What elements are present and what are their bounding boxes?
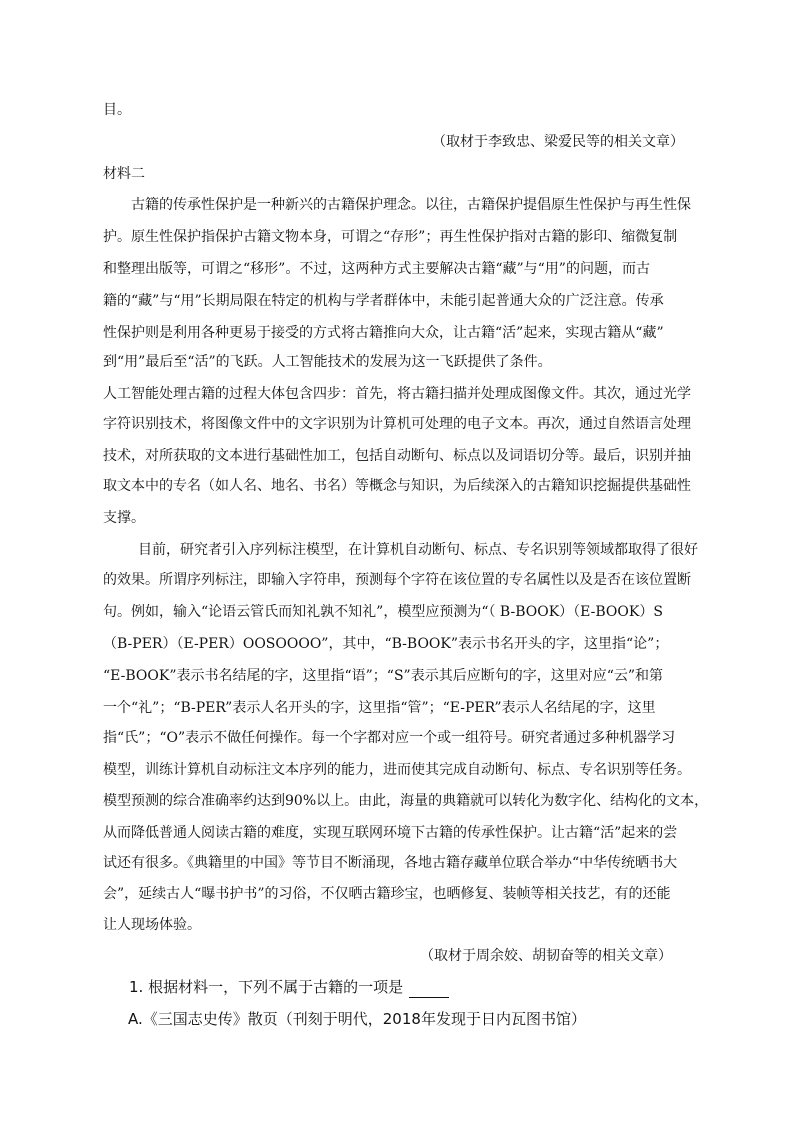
paragraph-line: 指“氏”；“O”表示不做任何操作。每一个字都对应一个或一组符号。研究者通过多种机器学习 [103,730,676,746]
paragraph-line: 籍的“藏”与“用”长期局限在特定的机构与学者群体中，未能引起普通大众的广泛注意。传承 [103,293,664,309]
source-note-1: （取材于李致忠、梁爱民等的相关文章） [432,134,684,150]
paragraph-line: 技术，对所获取的文本进行基础性加工，包括自动断句、标点以及词语切分等。最后，识别并抽 [103,448,691,464]
paragraph-line: 试还有很多。《典籍里的中国》等节目不断涌现，各地古籍存藏单位联合举办“中华传统晒书大 [103,855,678,871]
paragraph-line: 人工智能处理古籍的过程大体包含四步：首先，将古籍扫描并处理成图像文件。其次，通过光学 [103,386,691,402]
paragraph-line: 句。例如，输入“论语云管氏而知礼孰不知礼”，模型应预测为“（ B-BOOK）（E-BOOK）S [103,604,663,620]
paragraph-line: 性保护则是利用各种更易于接受的方式将古籍推向大众，让古籍“活”起来，实现古籍从“藏” [103,325,664,341]
answer-blank[interactable] [409,981,449,998]
paragraph-line: 模型，训练计算机自动标注文本序列的能力，进而使其完成自动断句、标点、专名识别等任务。 [103,762,691,778]
paragraph-line: 让人现场体验。 [103,917,201,933]
paragraph-line: 一个“礼”；“B-PER”表示人名开头的字，这里指“管”；“E-PER”表示人名结尾的字，这里 [103,700,656,716]
paragraph-line: 会”，延续古人“曝书护书”的习俗，不仅晒古籍珍宝，也晒修复、装帧等相关技艺，有的还能 [103,886,671,902]
paragraph-line: 取文本中的专名（如人名、地名、书名）等概念与知识，为后续深入的古籍知识挖掘提供基础性 [103,478,691,494]
paragraph-line: 到“用”最后至“活”的飞跃。人工智能技术的发展为这一飞跃提供了条件。 [103,354,552,370]
option-a: A.《三国志史传》散页（刊刻于明代，2018年发现于日内瓦图书馆） [128,1010,586,1028]
source-note-2: （取材于周余姣、胡韧奋等的相关文章） [420,948,672,964]
paragraph-line: 模型预测的综合准确率约达到90%以上。由此，海量的典籍就可以转化为数字化、结构化的文本， [103,793,709,809]
paragraph-line: 古籍的传承性保护是一种新兴的古籍保护理念。以往，古籍保护提倡原生性保护与再生性保 [131,197,691,213]
intro-tail-text: 目。 [103,102,131,118]
paragraph-line: 支撑。 [103,510,145,526]
paragraph-line: 的效果。所谓序列标注，即输入字符串，预测每个字符在该位置的专名属性以及是否在该位置断 [103,572,691,588]
paragraph-line: 从而降低普通人阅读古籍的难度，实现互联网环境下古籍的传承性保护。让古籍“活”起来的尝 [103,825,678,841]
paragraph-line: “E-BOOK”表示书名结尾的字，这里指“语”；“S”表示其后应断句的字，这里对应“云”和第 [103,668,664,684]
paragraph-line: 和整理出版等，可谓之“移形”。不过，这两种方式主要解决古籍“藏”与“用”的问题，而古 [103,261,650,277]
heading-material-two: 材料二 [103,166,145,182]
paragraph-line: （B-PER）（E-PER）OOSOOOO”，其中，“B-BOOK”表示书名开头的字，这里指“论”； [103,636,669,652]
paragraph-line: 护。原生性保护指保护古籍文物本身，可谓之“存形”；再生性保护指对古籍的影印、缩微复制 [103,229,678,245]
paragraph-line: 字符识别技术，将图像文件中的文字识别为计算机可处理的电子文本。再次，通过自然语言处理 [103,416,691,432]
question-text: 1. 根据材料一，下列不属于古籍的一项是 [129,978,404,996]
paragraph-line: 目前，研究者引入序列标注模型，在计算机自动断句、标点、专名识别等领域都取得了很好 [138,542,698,558]
question-1 [129,976,449,998]
